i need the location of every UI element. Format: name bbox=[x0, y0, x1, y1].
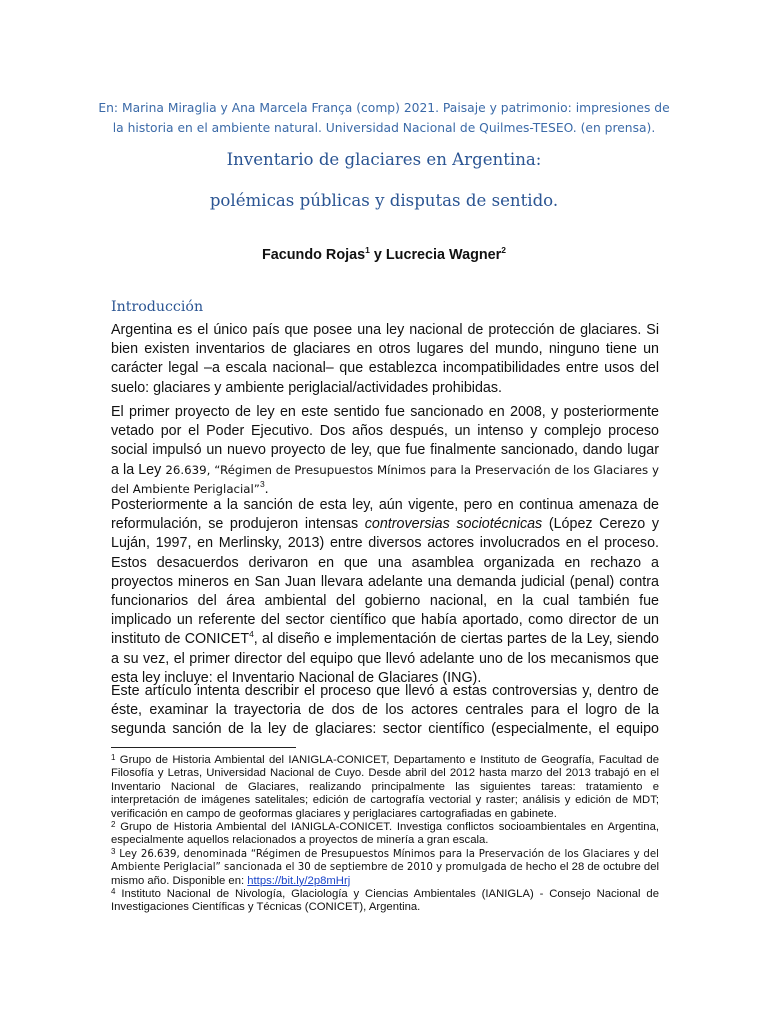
footnote-number: 4 bbox=[111, 887, 116, 897]
paragraph-text: , al diseño e implementación de ciertas partes de la Ley, siendo a su vez, el primer director del equipo que llevó adelante uno de los mecanismos que esta ley incluye: el Inventario Nacional de Glaciares (ING). bbox=[111, 631, 659, 686]
footnote-number: 3 bbox=[111, 846, 116, 856]
footnote-marker[interactable]: 2 bbox=[501, 245, 507, 255]
paragraph-text: . bbox=[264, 480, 269, 497]
footnote bbox=[111, 754, 659, 821]
footnote-number: 2 bbox=[111, 820, 116, 830]
footnote-text: Grupo de Historia Ambiental del IANIGLA-CONICET. Investiga conflictos socioambientales en Argentina, especialmente aquellos relacionados a proyectos de minería a gran escala. bbox=[111, 821, 659, 847]
body-paragraph: Argentina es el único país que posee una ley nacional de protección de glaciares. Si bien existen inventarios de glaciares en otros lugares del mundo, ninguno tiene un carácter legal –a escala nacional– que establezca incompatibilidades entre usos del suelo: glaciares y ambiente periglacial/actividades prohibidas. bbox=[111, 322, 659, 396]
paragraph-text: (López Cerezo y Luján, 1997, en Merlinsky, 2013) entre diversos actores involucrados en el proceso. Estos desacuerdos derivaron en que una asamblea organizada en rechazo a proyectos mineros en San Juan llevara adelante una demanda judicial (penal) contra funcionarios del área ambiental del gobierno nacional, en la cual también fue implicado un referente del sector científico que había aportado, como director de un instituto de CONICET bbox=[111, 516, 660, 648]
footnote-text: Grupo de Historia Ambiental del IANIGLA-CONICET, Departamento e Instituto de Geografía, Facultad de Filosofía y Letras, Universidad Nacional de Cuyo. Desde abril del 2012 hasta marzo del 2013 trabajó en el Inventario Nacional de Glaciares, realizando principalmente las siguientes tareas: tratamiento e interpretación de imágenes satelitales; edición de cartografía vectorial y raster; análisis y edición de MDT; verificación en campo de geoformas glaciares y periglaciares cartografiadas en gabinete. bbox=[111, 754, 659, 820]
footnote bbox=[111, 888, 659, 915]
footnote bbox=[111, 821, 659, 848]
footnote-separator bbox=[111, 747, 296, 748]
footnote-marker[interactable]: 4 bbox=[249, 629, 254, 640]
paragraph-text: El primer proyecto de ley en este sentido fue sancionado en 2008, y posteriormente vetado por el Poder Ejecutivo. Dos años después, un intenso y complejo proceso social impulsó un nuevo proyecto de ley, que fue finalmente sancionado, dando lugar a la Ley bbox=[111, 404, 659, 478]
footnote-text: Ley 26.639, denominada “Régimen de Presupuestos Mínimos para la Preservación de los Glaciares y del Ambiente Periglacial” sancionada el 30 de septiembre de 2010 y promulgada de bbox=[111, 848, 659, 874]
footnote-number: 1 bbox=[111, 753, 116, 762]
body-paragraph: Este artículo intenta describir el proceso que llevó a estas controversias y, dentro de éste, examinar la trayectoria de dos de los actores centrales para el logro de la segunda sanción de la ley de glaciares: sector científico (especialmente, el equipo bbox=[111, 683, 659, 738]
author-name: Facundo Rojas bbox=[261, 247, 366, 263]
law-title-text: 26.639, “Régimen de Presupuestos Mínimos para la Preservación de los Glaciares y del Ambiente Periglacial” bbox=[111, 462, 660, 496]
italic-term: controversias sociotécnicas bbox=[364, 516, 543, 533]
paragraph-text: Posteriormente a la sanción de esta ley, aún vigente, pero en continua amenaza de reformulación, se produjeron intensas bbox=[111, 497, 659, 533]
source-citation: En: Marina Miraglia y Ana Marcela França (comp) 2021. Paisaje y patrimonio: impresiones de la historia en el ambiente natural. Universidad Nacional de Quilmes-TESEO. (en prensa). bbox=[98, 101, 670, 135]
footnote-link[interactable]: https://bit.ly/2p8mHrj bbox=[247, 874, 351, 887]
footnote-marker[interactable]: 1 bbox=[365, 245, 370, 255]
author-connector: y bbox=[369, 247, 386, 263]
body-paragraph bbox=[111, 403, 659, 499]
author-line bbox=[0, 247, 768, 263]
paper-title-line-1: Inventario de glaciares en Argentina: bbox=[226, 150, 542, 169]
footnotes bbox=[111, 754, 659, 915]
author-name: Lucrecia Wagner bbox=[385, 247, 502, 263]
body-paragraph bbox=[111, 496, 659, 688]
footnote bbox=[111, 848, 659, 888]
footnote-text: Instituto Nacional de Nivología, Glaciología y Ciencias Ambientales (IANIGLA) - Consejo Nacional de Investigaciones Científicas y Técnicas (CONICET), Argentina. bbox=[111, 888, 659, 914]
paper-title-line-2: polémicas públicas y disputas de sentido. bbox=[209, 191, 559, 210]
footnote-marker[interactable]: 3 bbox=[259, 478, 265, 489]
footnote-text: hecho el 28 de octubre del mismo año. Disponible en: bbox=[111, 861, 659, 887]
section-heading: Introducción bbox=[111, 299, 204, 315]
